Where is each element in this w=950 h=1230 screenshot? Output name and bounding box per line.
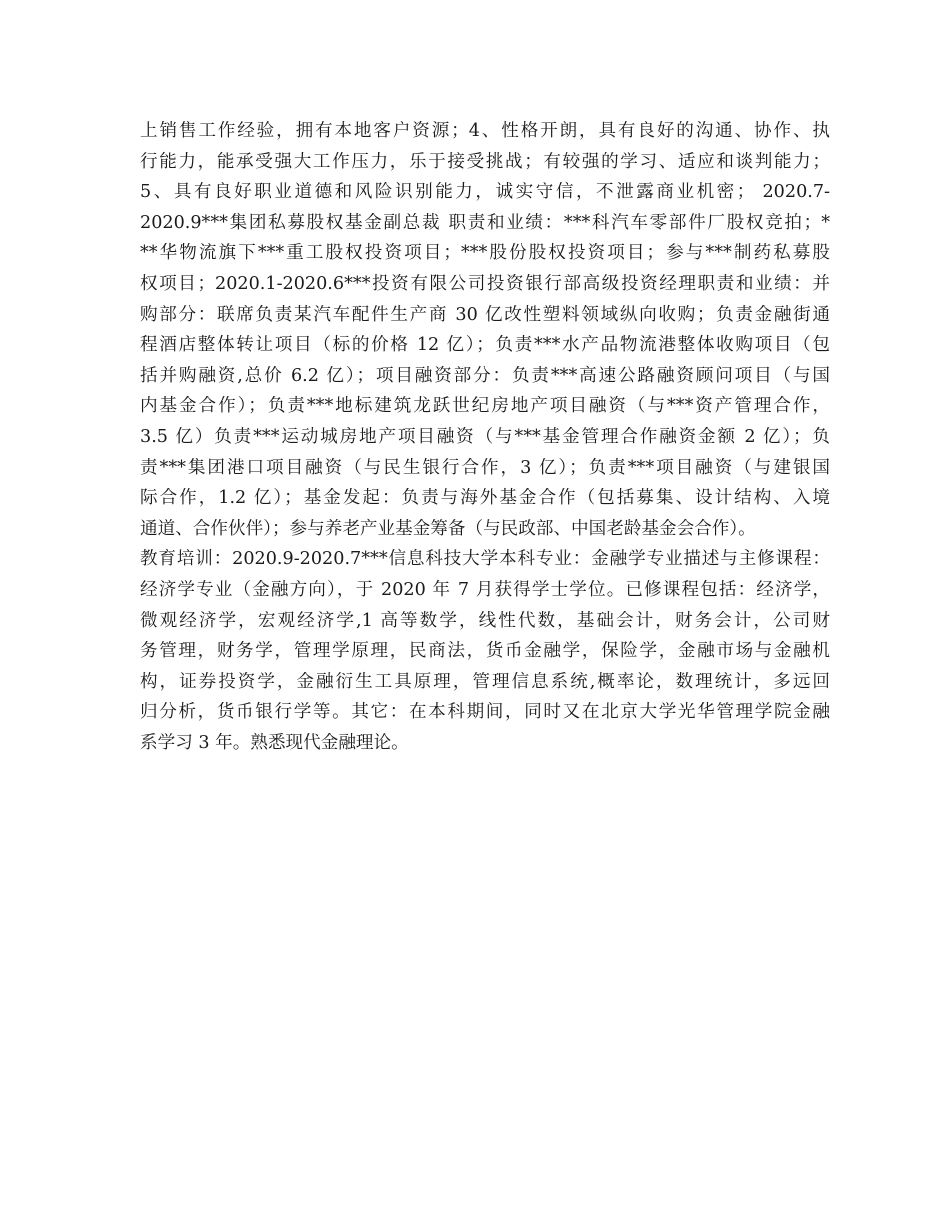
text-line: 5、具有良好职业道德和风险识别能力，诚实守信，不泄露商业机密； 2020.7- (140, 182, 830, 203)
text-line: 程酒店整体转让项目（标的价格 12 亿）；负责***水产品物流港整体收购项目（包 (140, 335, 830, 356)
text-line: 责***集团港口项目融资（与民生银行合作，3 亿）；负责***项目融资（与建银国 (140, 457, 830, 478)
text-line: 系学习 3 年。熟悉现代金融理论。 (140, 732, 409, 753)
text-line: 通道、合作伙伴）；参与养老产业基金筹备（与民政部、中国老龄基金会合作）。 (140, 518, 756, 539)
text-line: 内基金合作）；负责***地标建筑龙跃世纪房地产项目融资（与***资产管理合作， (140, 396, 830, 417)
text-line: **华物流旗下***重工股权投资项目；***股份股权投资项目；参与***制药私募股 (140, 243, 830, 264)
text-line: 归分析，货币银行学等。其它：在本科期间，同时又在北京大学光华管理学院金融 (140, 702, 830, 723)
text-line: 2020.9***集团私募股权基金副总裁 职责和业绩：***科汽车零部件厂股权竞拍；* (140, 212, 830, 233)
text-line: 购部分：联席负责某汽车配件生产商 30 亿改性塑料领域纵向收购；负责金融街通 (140, 304, 830, 325)
text-line: 教育培训：2020.9-2020.7***信息科技大学本科专业：金融学专业描述与主修课程： (140, 549, 830, 570)
document-body (140, 116, 830, 758)
text-line: 构，证券投资学，金融衍生工具原理，管理信息系统,概率论，数理统计，多远回 (140, 671, 830, 692)
text-line: 括并购融资,总价 6.2 亿）；项目融资部分：负责***高速公路融资顾问项目（与国 (140, 365, 830, 386)
text-line: 微观经济学，宏观经济学,1 高等数学，线性代数，基础会计，财务会计，公司财 (140, 610, 830, 631)
text-line: 权项目；2020.1-2020.6***投资有限公司投资银行部高级投资经理职责和业绩：并 (140, 273, 830, 294)
text-line: 上销售工作经验，拥有本地客户资源；4、性格开朗，具有良好的沟通、协作、执 (140, 121, 830, 141)
text-line: 行能力，能承受强大工作压力，乐于接受挑战；有较强的学习、适应和谈判能力； (140, 151, 830, 172)
text-line: 经济学专业（金融方向），于 2020 年 7 月获得学士学位。已修课程包括：经济学， (140, 579, 830, 600)
text-line: 3.5 亿）负责***运动城房地产项目融资（与***基金管理合作融资金额 2 亿）；负 (140, 426, 830, 447)
text-line: 际合作，1.2 亿）；基金发起：负责与海外基金合作（包括募集、设计结构、入境 (140, 488, 830, 509)
text-line: 务管理，财务学，管理学原理，民商法，货币金融学，保险学，金融市场与金融机 (140, 641, 830, 662)
